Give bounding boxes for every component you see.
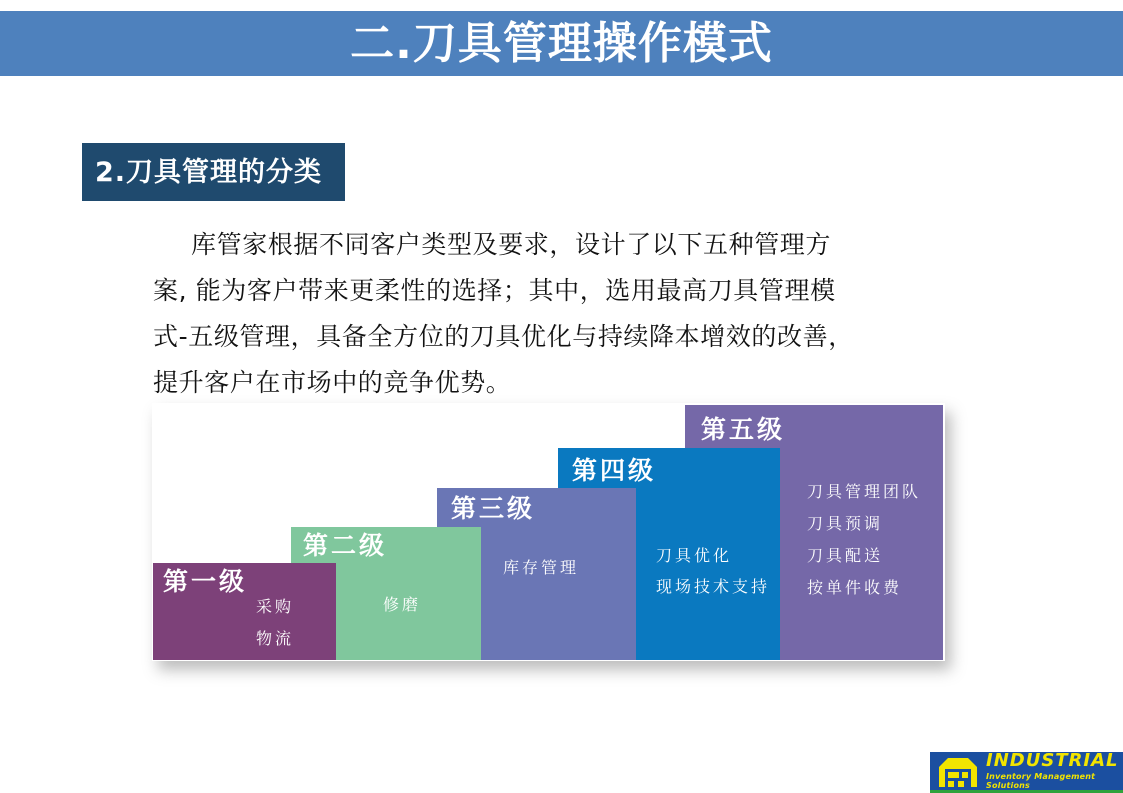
level-block-1 [153,563,336,660]
level-1-items [256,591,294,655]
level-3-label: 第三级 [451,494,536,523]
level-5-items [807,476,921,604]
title-banner [0,11,1123,76]
staircase-diagram [152,403,945,661]
level-3-items [503,552,579,584]
slide-title: 二.刀具管理操作模式 [350,17,773,69]
level-item: 刀具配送 [807,546,884,565]
level-item: 物流 [256,629,295,648]
section-heading-box [82,143,345,201]
paragraph-line-4: 提升客户在市场中的竞争优势。 [153,368,512,397]
level-4-items [656,540,770,602]
section-heading: 2.刀具管理的分类 [95,156,323,188]
level-item: 刀具管理团队 [807,482,922,501]
level-2-items [383,589,421,621]
level-item: 修磨 [383,595,422,614]
level-4-label: 第四级 [572,456,657,485]
logo-tagline: Inventory Management Solutions [986,772,1096,791]
level-5-label: 第五级 [701,415,786,444]
paragraph-line-3: 式-五级管理，具备全方位的刀具优化与持续降本增效的改善， [153,322,854,351]
level-item: 刀具优化 [656,546,733,565]
level-2-label: 第二级 [303,531,388,560]
paragraph-line-1: 库管家根据不同客户类型及要求，设计了以下五种管理方 [191,230,832,259]
level-item: 按单件收费 [807,578,903,597]
warehouse-icon [938,756,978,787]
paragraph-line-2: 案, 能为客户带来更柔性的选择；其中，选用最高刀具管理模 [153,276,836,305]
company-logo [930,749,1123,793]
level-item: 采购 [256,597,295,616]
level-item: 库存管理 [503,558,580,577]
level-item: 刀具预调 [807,514,884,533]
level-item: 现场技术支持 [656,577,771,596]
level-1-label: 第一级 [163,567,248,596]
logo-name: INDUSTRIAL [986,749,1119,771]
logo-text [986,749,1123,791]
body-paragraph [153,222,854,406]
